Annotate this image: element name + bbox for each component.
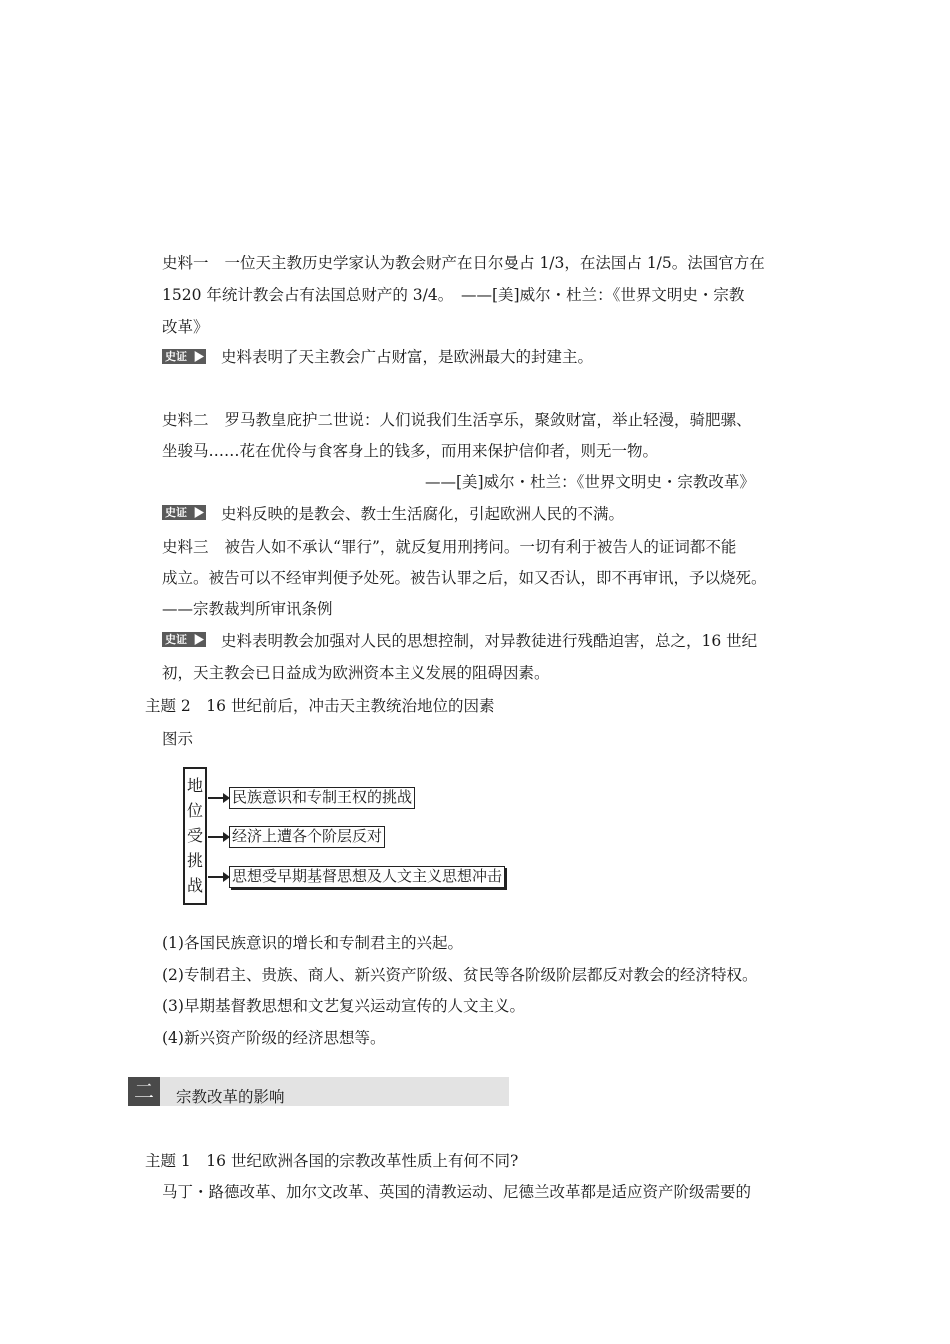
source3-line2: 成立。被告可以不经审判便予处死。被告认罪之后，如又否认，即不再审讯，予以烧死。 xyxy=(162,569,767,587)
arrow-icon xyxy=(193,507,204,518)
source2-line2: 坐骏马……花在优伶与食客身上的钱多，而用来保护信仰者，则无一物。 xyxy=(162,442,659,460)
evidence-tag: 史证 xyxy=(162,349,206,364)
evidence3-line2: 初，天主教会已日益成为欧洲资本主义发展的阻碍因素。 xyxy=(162,664,550,682)
diagram-label: 图示 xyxy=(162,730,194,748)
source1-line3: 改革》 xyxy=(162,318,209,336)
section-number: 二 xyxy=(128,1077,160,1106)
diagram-arrow xyxy=(208,876,228,878)
closing-line: 马丁・路德改革、加尔文改革、英国的清教运动、尼德兰改革都是适应资产阶级需要的 xyxy=(162,1183,752,1201)
source2-citation: ——[美]威尔・杜兰：《世界文明史・宗教改革》 xyxy=(425,473,755,491)
source1-label: 史料一 xyxy=(162,254,209,272)
evidence-tag: 史证 xyxy=(162,632,206,647)
point-3: (3)早期基督教思想和文艺复兴运动宣传的人文主义。 xyxy=(162,997,525,1015)
point-4: (4)新兴资产阶级的经济思想等。 xyxy=(162,1029,386,1047)
evidence1-text: 史料表明了天主教会广占财富，是欧洲最大的封建主。 xyxy=(221,348,594,366)
arrow-icon xyxy=(193,351,204,362)
diagram-root-char: 战 xyxy=(186,876,203,895)
section-title: 宗教改革的影响 xyxy=(176,1088,285,1106)
diagram-root-char: 地 xyxy=(186,776,203,795)
source3-text: 被告人如不承认“罪行”，就反复用刑拷问。一切有利于被告人的证词都不能 xyxy=(224,538,737,556)
source2-text: 罗马教皇庇护二世说：人们说我们生活享乐，聚敛财富，举止轻漫，骑肥骡、 xyxy=(224,411,752,429)
evidence3-line1: 史料表明教会加强对人民的思想控制，对异教徒进行残酷迫害，总之，16 世纪 xyxy=(221,632,758,650)
evidence-tag: 史证 xyxy=(162,505,206,520)
diagram-branch-ideological: 思想受早期基督思想及人文主义思想冲击 xyxy=(229,866,505,888)
diagram-arrow xyxy=(208,836,228,838)
source3-line1 xyxy=(162,537,736,557)
diagram-arrow xyxy=(208,797,228,799)
source1-line1 xyxy=(162,253,765,273)
diagram-root-char: 受 xyxy=(186,826,203,845)
topic1-heading: 主题 1 16 世纪欧洲各国的宗教改革性质上有何不同? xyxy=(145,1152,519,1170)
source2-line1 xyxy=(162,410,752,430)
source1-text: 一位天主教历史学家认为教会财产在日尔曼占 1/3，在法国占 1/5。法国官方在 xyxy=(224,254,765,272)
diagram-branch-national: 民族意识和专制王权的挑战 xyxy=(229,787,415,809)
arrow-icon xyxy=(193,634,204,645)
source3-label: 史料三 xyxy=(162,538,209,556)
point-1: (1)各国民族意识的增长和专制君主的兴起。 xyxy=(162,934,463,952)
diagram-root-box xyxy=(183,767,207,905)
topic2-heading: 主题 2 16 世纪前后，冲击天主教统治地位的因素 xyxy=(145,697,495,715)
source1-line2: 1520 年统计教会占有法国总财产的 3/4。 ——[美]威尔・杜兰：《世界文明史・宗教 xyxy=(162,286,745,304)
diagram-branch-economic: 经济上遭各个阶层反对 xyxy=(229,826,385,848)
point-2: (2)专制君主、贵族、商人、新兴资产阶级、贫民等各阶级阶层都反对教会的经济特权。 xyxy=(162,966,758,984)
diagram-root-char: 位 xyxy=(186,801,203,820)
diagram-root-char: 挑 xyxy=(186,851,203,870)
source3-line3: ——宗教裁判所审讯条例 xyxy=(162,600,333,618)
evidence2-text: 史料反映的是教会、教士生活腐化，引起欧洲人民的不满。 xyxy=(221,505,625,523)
source2-label: 史料二 xyxy=(162,411,209,429)
